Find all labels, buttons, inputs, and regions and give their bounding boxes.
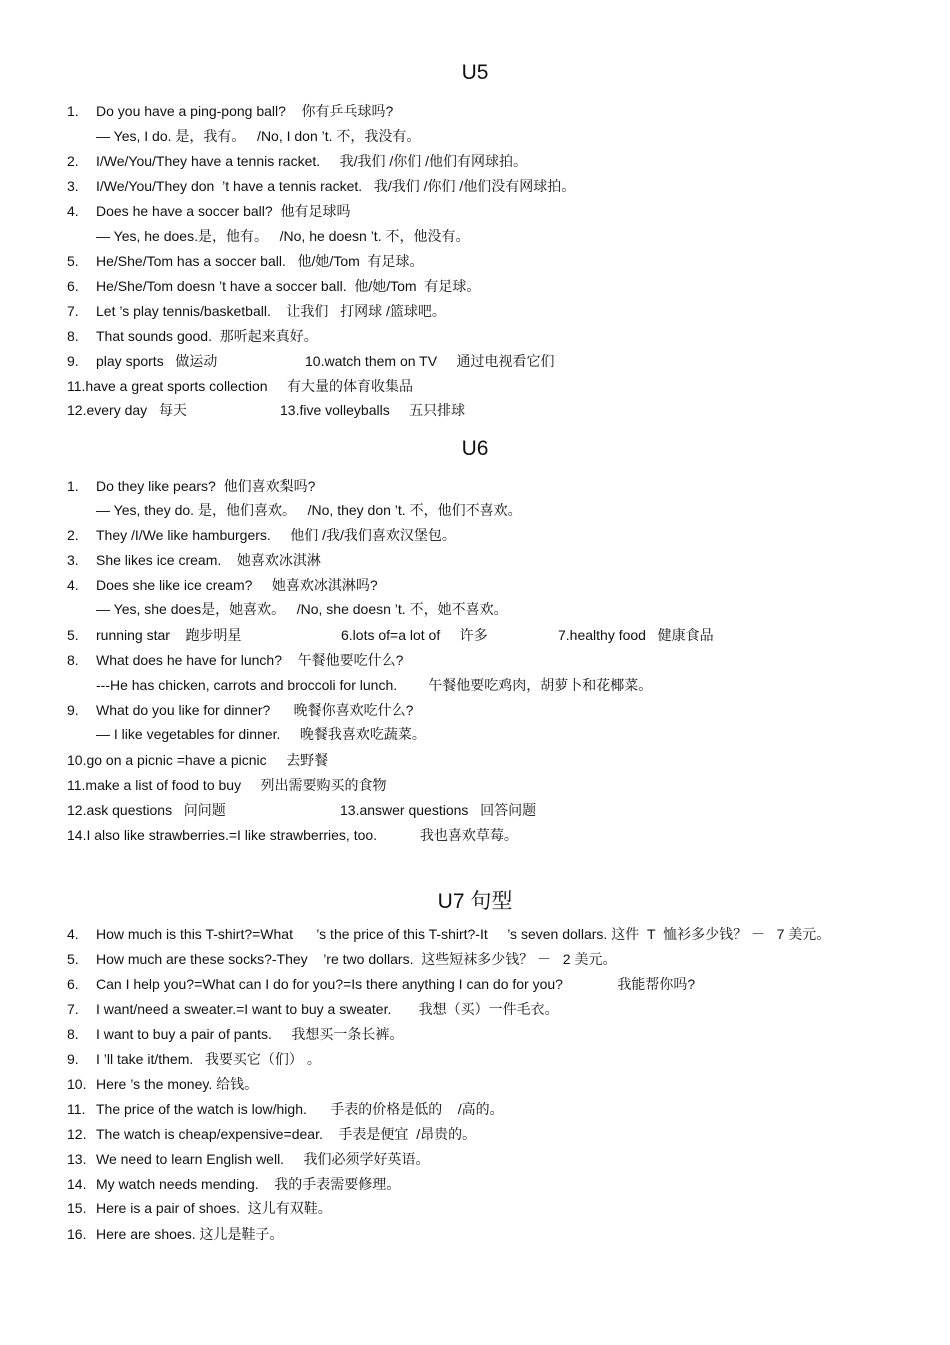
list-item (67, 702, 413, 719)
item-number: 5. (67, 951, 79, 967)
list-item (67, 1001, 559, 1018)
list-item (67, 951, 616, 968)
list-item (67, 577, 378, 594)
list-item (67, 926, 830, 943)
answer-line: — I like vegetables for dinner. 晚餐我喜欢吃蔬菜。 (96, 726, 426, 742)
answer-line: ---He has chicken, carrots and broccoli for lunch. 午餐他要吃鸡肉，胡萝卜和花椰菜。 (96, 677, 653, 693)
item-number: 7. (67, 1001, 79, 1017)
item-number: 9. (67, 353, 79, 369)
item-text: What do you like for dinner? 晚餐你喜欢吃什么? (96, 702, 414, 718)
item-text: I/We/You/They don ’t have a tennis racket. 我/我们 /你们 /他们没有网球拍。 (96, 178, 576, 194)
item-text: Can I help you?=What can I do for you?=Is there anything I can do for you? 我能帮你吗? (96, 976, 696, 992)
list-item (67, 278, 480, 295)
item-text: The watch is cheap/expensive=dear. 手表是便宜 /昂贵的。 (96, 1126, 477, 1142)
item-number: 6. (67, 278, 79, 294)
item-number: 8. (67, 652, 79, 668)
item-text: We need to learn English well. 我们必须学好英语。 (96, 1151, 430, 1167)
item-number: 5. (67, 253, 79, 269)
section-title-u5: U5 (461, 61, 489, 84)
list-item (67, 1101, 504, 1118)
item-text: Here is a pair of shoes. 这儿有双鞋。 (96, 1200, 332, 1216)
item-text: He/She/Tom doesn ’t have a soccer ball. 他/她/Tom 有足球。 (96, 278, 481, 294)
item-text: running star 跑步明星 (96, 627, 242, 643)
list-item (67, 1151, 430, 1168)
item-number: 3. (67, 178, 79, 194)
list-item (67, 627, 242, 644)
item-text: Do you have a ping-pong ball? 你有乒乓球吗? (96, 103, 394, 119)
item-text: Do they like pears? 他们喜欢梨吗? (96, 478, 316, 494)
item-text: How much is this T-shirt?=What ’s the price of this T-shirt?-It ’s seven dollars. 这件 T 恤衫多少钱？ － 7 美元。 (96, 926, 831, 942)
item-text: I want to buy a pair of pants. 我想买一条长裤。 (96, 1026, 404, 1042)
item-number: 9. (67, 702, 79, 718)
item-text: Let ’s play tennis/basketball. 让我们 打网球 /篮球吧。 (96, 303, 446, 319)
list-item (67, 478, 315, 495)
phrase-item: 10.watch them on TV 通过电视看它们 (305, 353, 555, 369)
item-text: They /I/We like hamburgers. 他们 /我/我们喜欢汉堡包。 (96, 527, 456, 543)
section-title-u6: U6 (461, 437, 489, 460)
item-number: 4. (67, 926, 79, 942)
list-item (67, 103, 393, 120)
answer-line: — Yes, they do. 是，他们喜欢。 /No, they don ’t. 不，他们不喜欢。 (96, 502, 522, 518)
list-item (67, 1176, 400, 1193)
list-item (67, 552, 321, 569)
list-item (67, 527, 456, 544)
list-item (67, 303, 446, 320)
section-title-u7: U7 句型 (437, 890, 513, 913)
item-text: play sports 做运动 (96, 353, 218, 369)
item-text: The price of the watch is low/high. 手表的价格是低的 /高的。 (96, 1101, 504, 1117)
phrase-item: 6.lots of=a lot of 许多 (341, 627, 488, 643)
item-number: 1. (67, 103, 79, 119)
phrase-item: 12.every day 每天 (67, 402, 187, 418)
item-text: Does he have a soccer ball? 他有足球吗 (96, 203, 351, 219)
item-number: 1. (67, 478, 79, 494)
item-number: 14. (67, 1176, 87, 1192)
item-number: 8. (67, 1026, 79, 1042)
item-number: 12. (67, 1126, 87, 1142)
phrase-item: 14.I also like strawberries.=I like strawberries, too. 我也喜欢草莓。 (67, 827, 518, 843)
item-number: 16. (67, 1226, 87, 1242)
list-item (67, 328, 318, 345)
item-text: He/She/Tom has a soccer ball. 他/她/Tom 有足球。 (96, 253, 424, 269)
item-number: 4. (67, 577, 79, 593)
item-number: 8. (67, 328, 79, 344)
phrase-item: 11.make a list of food to buy 列出需要购买的食物 (67, 777, 387, 793)
item-text: She likes ice cream. 她喜欢冰淇淋 (96, 552, 321, 568)
item-number: 6. (67, 976, 79, 992)
item-number: 3. (67, 552, 79, 568)
item-number: 15. (67, 1200, 87, 1216)
item-number: 5. (67, 627, 79, 643)
item-number: 9. (67, 1051, 79, 1067)
item-text: I want/need a sweater.=I want to buy a sweater. 我想（买）一件毛衣。 (96, 1001, 559, 1017)
item-text: I ’ll take it/them. 我要买它（们） 。 (96, 1051, 321, 1067)
list-item (67, 1076, 258, 1093)
answer-line: — Yes, she does是，她喜欢。 /No, she doesn ’t. 不，她不喜欢。 (96, 601, 508, 617)
item-text: My watch needs mending. 我的手表需要修理。 (96, 1176, 401, 1192)
item-text: How much are these socks?-They ’re two dollars. 这些短袜多少钱？ － 2 美元。 (96, 951, 617, 967)
list-item (67, 1026, 403, 1043)
item-number: 10. (67, 1076, 87, 1092)
answer-line: — Yes, I do. 是，我有。 /No, I don ’t. 不，我没有。 (96, 128, 421, 144)
item-text: I/We/You/They have a tennis racket. 我/我们 /你们 /他们有网球拍。 (96, 153, 528, 169)
item-text: Does she like ice cream? 她喜欢冰淇淋吗? (96, 577, 378, 593)
item-text: Here ’s the money. 给钱。 (96, 1076, 259, 1092)
list-item (67, 652, 403, 669)
item-number: 2. (67, 527, 79, 543)
item-text: What does he have for lunch? 午餐他要吃什么? (96, 652, 404, 668)
item-number: 2. (67, 153, 79, 169)
list-item (67, 1226, 284, 1243)
list-item (67, 253, 424, 270)
list-item (67, 976, 695, 993)
list-item (67, 153, 527, 170)
answer-line: — Yes, he does.是，他有。 /No, he doesn ’t. 不，他没有。 (96, 228, 470, 244)
phrase-item: 10.go on a picnic =have a picnic 去野餐 (67, 752, 329, 768)
item-number: 4. (67, 203, 79, 219)
item-number: 13. (67, 1151, 87, 1167)
list-item (67, 1126, 476, 1143)
item-number: 11. (67, 1101, 86, 1117)
phrase-item: 13.answer questions 回答问题 (340, 802, 537, 818)
item-number: 7. (67, 303, 79, 319)
phrase-item: 7.healthy food 健康食品 (558, 627, 714, 643)
phrase-item: 13.five volleyballs 五只排球 (280, 402, 466, 418)
list-item (67, 353, 217, 370)
item-text: That sounds good. 那听起来真好。 (96, 328, 318, 344)
list-item (67, 1051, 321, 1068)
phrase-item: 12.ask questions 问问题 (67, 802, 226, 818)
list-item (67, 178, 575, 195)
phrase-item: 11.have a great sports collection 有大量的体育收集品 (67, 378, 413, 394)
list-item (67, 1200, 332, 1217)
item-text: Here are shoes. 这儿是鞋子。 (96, 1226, 284, 1242)
list-item (67, 203, 350, 220)
